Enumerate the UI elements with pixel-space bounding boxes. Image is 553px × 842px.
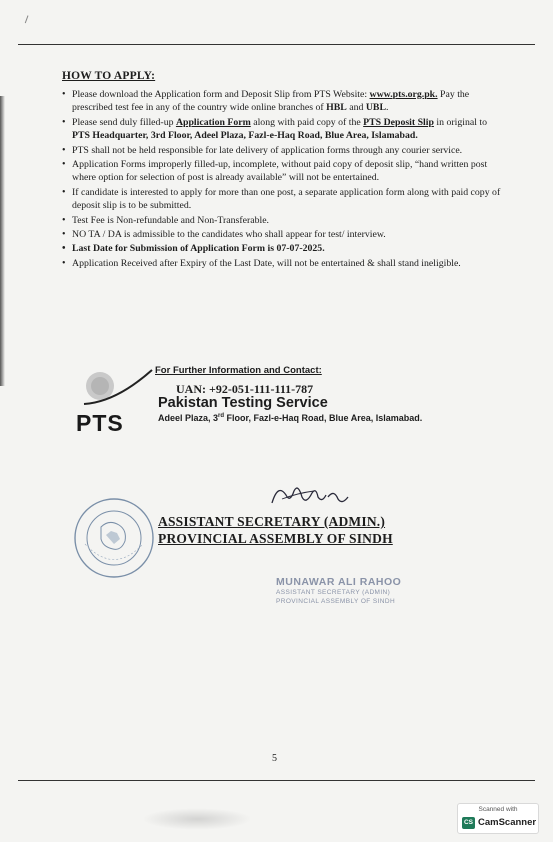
pts-logo-text: PTS — [76, 410, 124, 436]
deposit-slip-text: PTS Deposit Slip — [363, 116, 434, 128]
instruction-item: • PTS shall not be held responsible for late delivery of application forms through any courier service. — [62, 144, 507, 157]
assembly-seal-icon — [73, 497, 155, 579]
pts-website-link[interactable]: www.pts.org.pk. — [369, 89, 438, 100]
instruction-item: • Please send duly filled-up Application Form along with paid copy of the PTS Deposit Slip in original to PTS Headquarter, 3rd Floor, Adeel Plaza, Fazl-e-Haq Road, Blue Area, Islamabad. — [62, 116, 507, 143]
signatory-title: ASSISTANT SECRETARY (ADMIN.) — [158, 514, 386, 529]
instruction-item: • Application Forms improperly filled-up, incomplete, without paid copy of deposit slip, “hand written post where option for selection of post is already available” will not be entertained. — [62, 158, 507, 185]
scan-mark — [25, 15, 32, 24]
name-stamp — [276, 576, 436, 606]
instruction-list — [62, 88, 507, 271]
instruction-item: • Test Fee is Non-refundable and Non-Transferable. — [62, 214, 507, 227]
last-date-item: • Last Date for Submission of Application Form is 07-07-2025. — [62, 242, 507, 255]
instruction-item: • Application Received after Expiry of the Last Date, will not be entertained & shall stand ineligible. — [62, 257, 507, 270]
camscanner-icon: CS — [462, 817, 475, 829]
instruction-item: • If candidate is interested to apply for more than one post, a separate application form along with paid copy of deposit slip is to be submitted. — [62, 186, 507, 213]
instruction-item: • Please download the Application form and Deposit Slip from PTS Website: www.pts.org.pk. Pay the prescribed test fee in any of the country wide online branches of HBL and UBL. — [62, 88, 507, 115]
camscanner-watermark — [457, 803, 539, 834]
application-form-text: Application Form — [175, 116, 251, 128]
scan-edge-shadow — [0, 96, 5, 386]
page-number: 5 — [272, 753, 277, 764]
organization-address: Adeel Plaza, 3rd Floor, Fazl-e-Haq Road, Blue Area, Islamabad. — [158, 413, 423, 423]
instruction-item: • NO TA / DA is admissible to the candidates who shall appear for test/ interview. — [62, 228, 507, 241]
handwritten-signature — [268, 479, 352, 509]
stamp-name: MUNAWAR ALI RAHOO — [276, 576, 402, 588]
organization-name: Pakistan Testing Service — [158, 395, 328, 411]
stamp-office: PROVINCIAL ASSEMBLY OF SINDH — [276, 598, 396, 605]
stamp-title: ASSISTANT SECRETARY (ADMIN) — [276, 589, 391, 596]
uan-number: UAN: +92-051-111-111-787 — [176, 382, 314, 396]
section-heading: HOW TO APPLY: — [62, 70, 156, 82]
signatory-office: PROVINCIAL ASSEMBLY OF SINDH — [158, 531, 393, 546]
scanned-with-label: Scanned with — [478, 806, 518, 813]
contact-heading: For Further Information and Contact: — [155, 365, 322, 376]
camscanner-name: CamScanner — [478, 817, 537, 828]
scan-smudge — [142, 808, 252, 830]
pts-headquarter-address: PTS Headquarter, 3rd Floor, Adeel Plaza, Fazl-e-Haq Road, Blue Area, Islamabad. — [72, 130, 418, 142]
